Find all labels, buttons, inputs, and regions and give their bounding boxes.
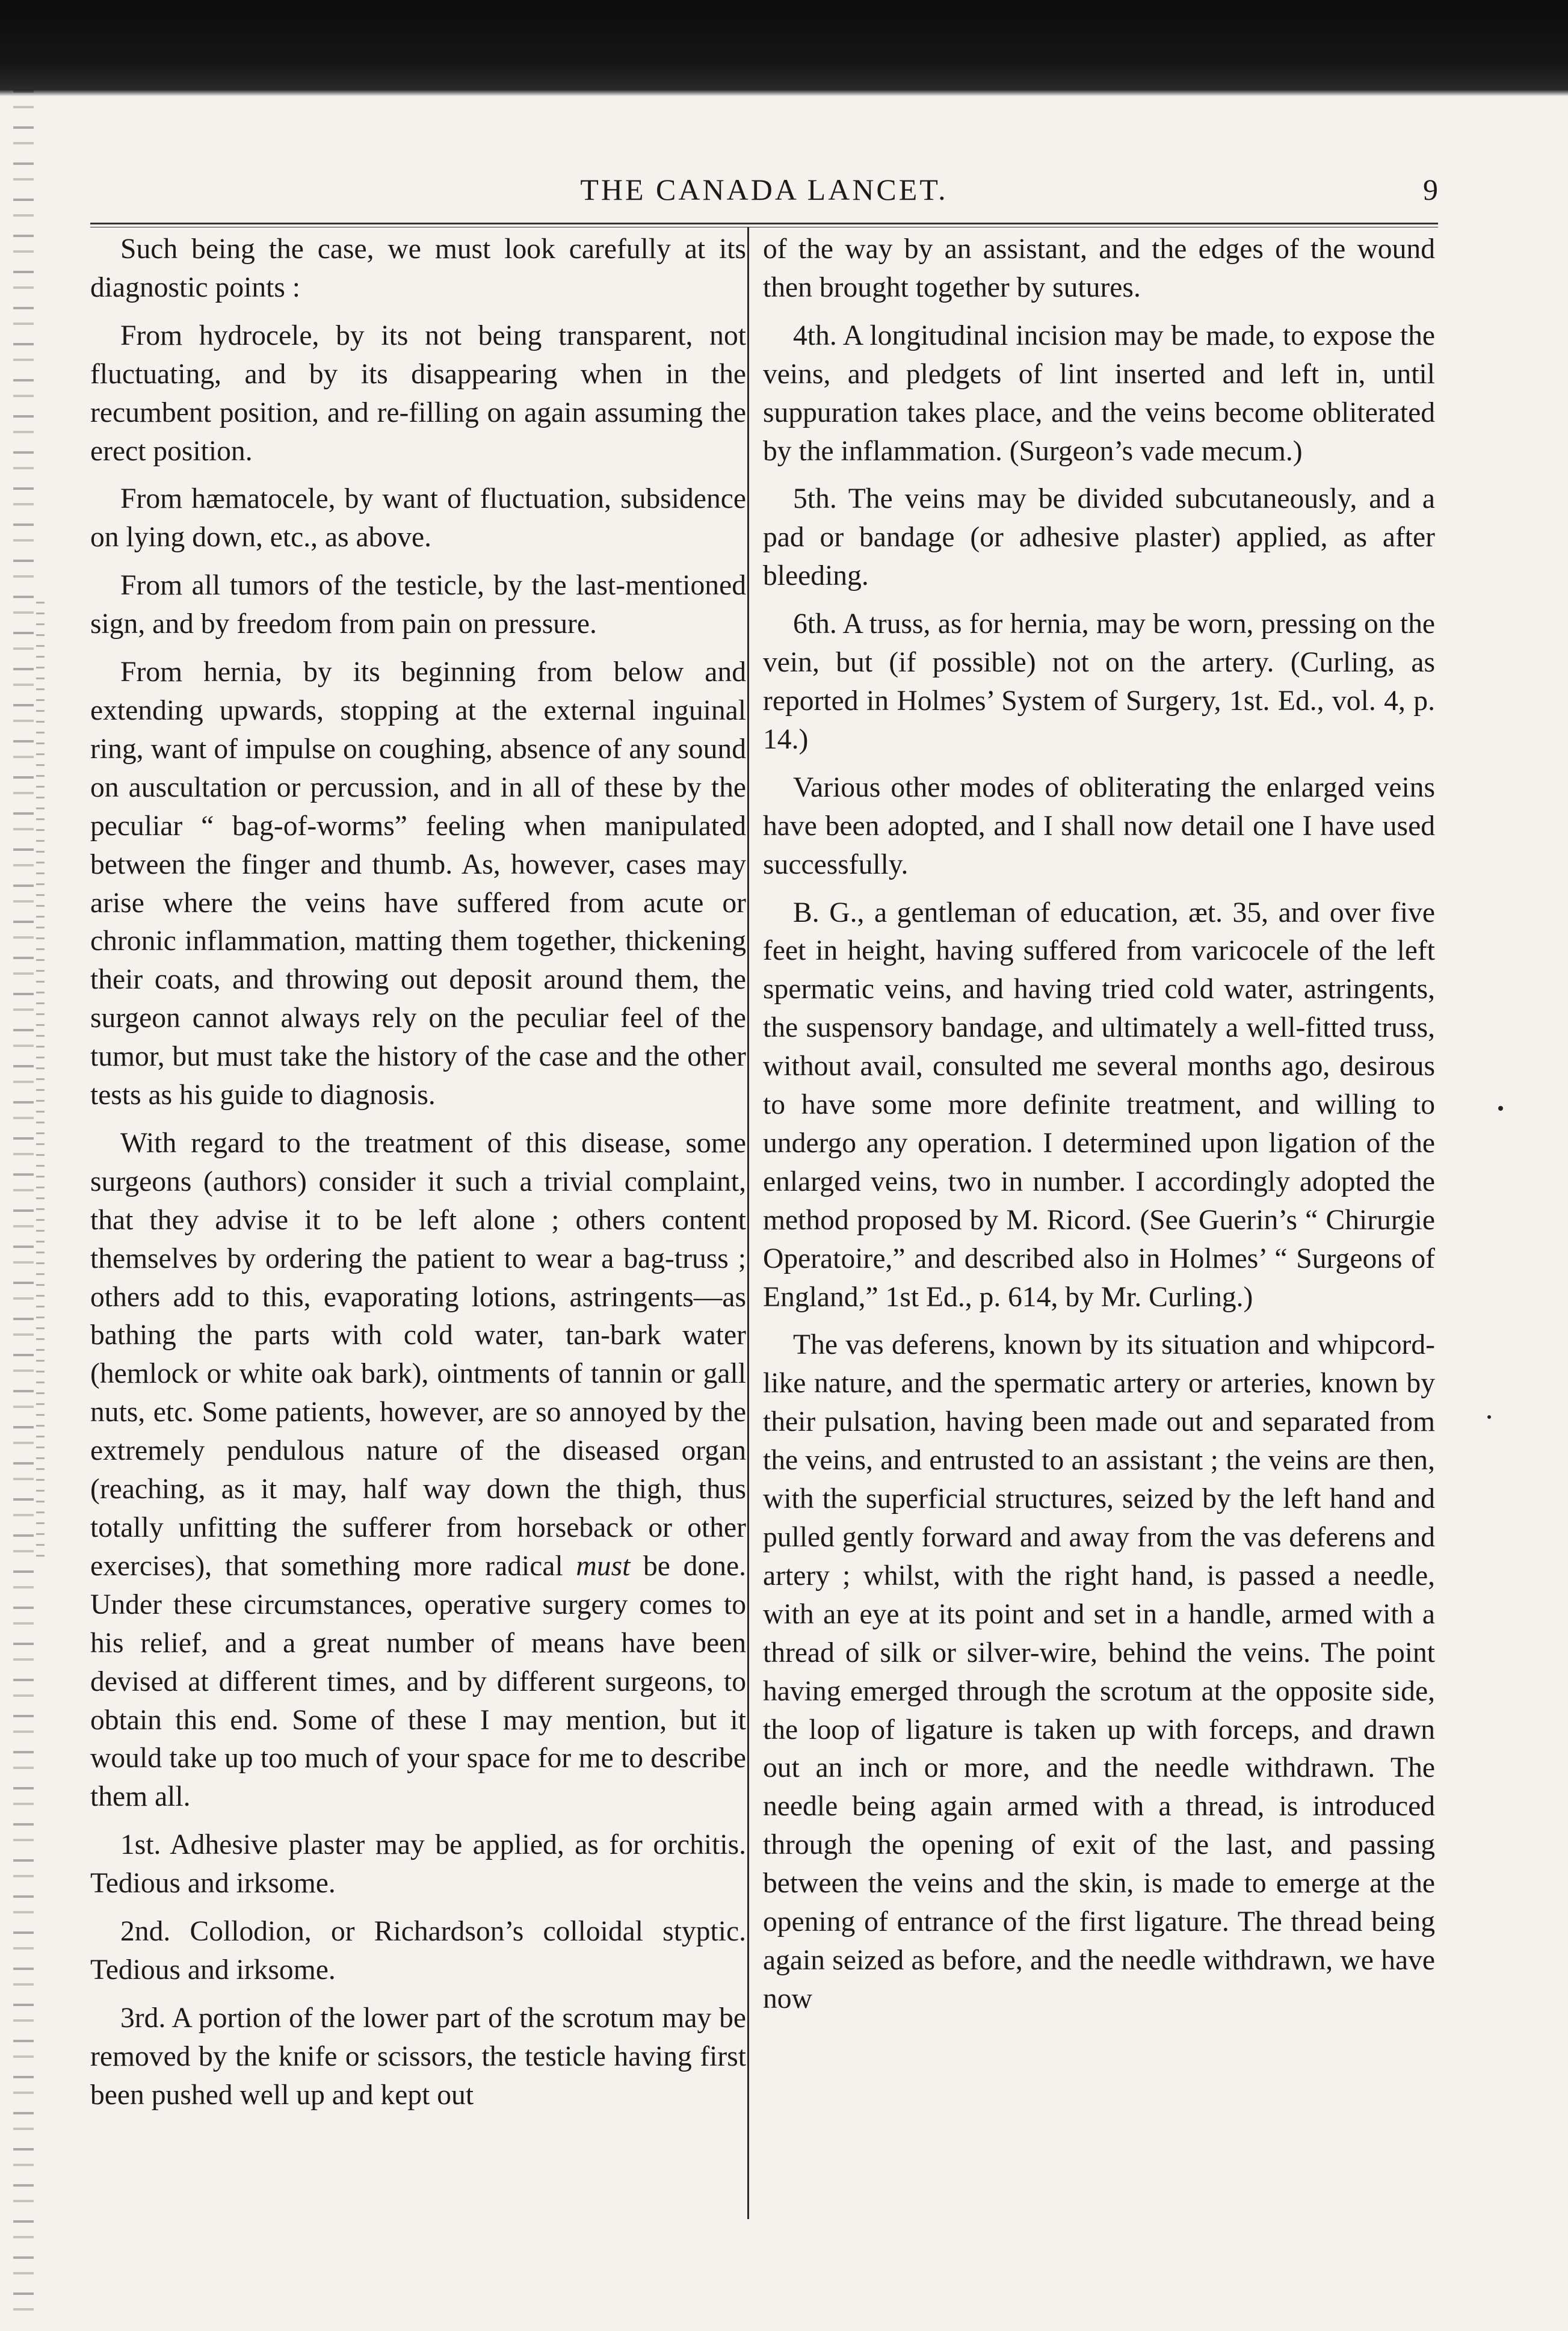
- running-header: [90, 167, 1438, 215]
- right-column: [763, 230, 1435, 2028]
- paragraph: [90, 1125, 746, 1817]
- text-run: With regard to the treatment of this disease, some surgeons (authors) consider it such a trivial complaint, that they advise it to be left alone ; others content themselves by ordering the patient to wear a bag-truss ; others add to this, evaporating lotions, astringents—as bathing the parts with cold water, tan-bark water (hemlock or white oak bark), ointments of tannin or gall nuts, etc. Some patients, however, are so annoyed by the extremely pendulous nature of the diseased organ (reaching, as it may, half way down the thigh, thus totally unfitting the sufferer from horseback or other exercises), that something more radical: [90, 1127, 746, 1582]
- paragraph: Various other modes of obliterating the enlarged veins have been adopted, and I shall now detail one I have used successfully.: [763, 771, 1435, 880]
- binding-stitch: [36, 602, 45, 1564]
- journal-title: THE CANADA LANCET.: [580, 173, 948, 206]
- paragraph: 1st. Adhesive plaster may be applied, as for orchitis. Tedious and irksome.: [90, 1829, 746, 1900]
- paragraph: 6th. A truss, as for hernia, may be worn, pressing on the vein, but (if possible) not on the artery. (Curling, as reported in Holmes’ System of Surgery, 1st. Ed., vol. 4, p. 14.): [763, 608, 1435, 755]
- paragraph: 3rd. A portion of the lower part of the scrotum may be removed by the knife or scissors, the testicle having first been pushed well up and kept out: [90, 2002, 746, 2111]
- paragraph: From hernia, by its beginning from below and extending upwards, stopping at the external inguinal ring, want of impulse on coughing, absence of any sound on auscultation or percussion, and in all of these by the peculiar “ bag-of-worms” feeling when manipulated between the finger and thumb. As, however, cases may arise where the veins have suffered from acute or chronic inflammation, matting them together, thickening their coats, and throwing out deposit around them, the surgeon cannot always rely on the peculiar feel of the tumor, but must take the history of the case and the other tests as his guide to diagnosis.: [90, 656, 746, 1111]
- header-rule: [90, 223, 1438, 227]
- paragraph: 4th. A longitudinal incision may be made, to expose the veins, and pledgets of lint inserted and left in, until suppuration takes place, and the veins become obliterated by the inflammation. (Surgeon’s vade mecum.): [763, 320, 1435, 467]
- scan-top-border: [0, 0, 1568, 90]
- paragraph: 2nd. Collodion, or Richardson’s colloidal styptic. Tedious and irksome.: [90, 1916, 746, 1986]
- column-divider: [747, 227, 749, 2219]
- text-run: be done. Under these circumstances, operative surgery comes to his relief, and a great number of means have been devised at different times, and by different surgeons, to obtain this end. Some of these I may mention, but it would take up too much of your space for me to describe them all.: [90, 1550, 746, 1813]
- scan-border-shadow: [0, 90, 1568, 96]
- paragraph: 5th. The veins may be divided subcutaneously, and a pad or bandage (or adhesive plaster) applied, as after bleeding.: [763, 483, 1435, 592]
- scan-speck: [1498, 1106, 1503, 1111]
- left-column: [90, 230, 746, 2125]
- binding-edge: [13, 90, 34, 2317]
- paragraph: of the way by an assistant, and the edges of the wound then brought together by sutures.: [763, 233, 1435, 303]
- paragraph: From hæmatocele, by want of fluctuation, subsidence on lying down, etc., as above.: [90, 483, 746, 554]
- scan-speck: [1487, 1415, 1491, 1419]
- paragraph: From hydrocele, by its not being transparent, not fluctuating, and by its disappearing when in the recumbent position, and re-filling on again assuming the erect position.: [90, 320, 746, 467]
- italic-word: must: [576, 1550, 631, 1582]
- paragraph: From all tumors of the testicle, by the last-mentioned sign, and by freedom from pain on pressure.: [90, 570, 746, 640]
- paragraph: Such being the case, we must look carefully at its diagnostic points :: [90, 233, 746, 303]
- page-number: 9: [1423, 173, 1438, 206]
- paragraph: B. G., a gentleman of education, æt. 35, and over five feet in height, having suffered from varicocele of the left spermatic veins, and having tried cold water, astringents, the suspensory bandage, and ultimately a well-fitted truss, without avail, consulted me several months ago, desirous to have some more definite treatment, and willing to undergo any operation. I determined upon ligation of the enlarged veins, two in number. I accordingly adopted the method proposed by M. Ricord. (See Guerin’s “ Chirurgie Operatoire,” and described also in Holmes’ “ Surgeons of England,” 1st Ed., p. 614, by Mr. Curling.): [763, 897, 1435, 1313]
- paragraph: The vas deferens, known by its situation and whipcord-like nature, and the spermatic artery or arteries, known by their pulsation, having been made out and separated from the veins, and entrusted to an assistant ; the veins are then, with the superficial structures, seized by the left hand and pulled gently forward and away from the vas deferens and artery ; whilst, with the right hand, is passed a needle, with an eye at its point and set in a handle, armed with a thread of silk or silver-wire, behind the veins. The point having emerged through the scrotum at the opposite side, the loop of ligature is taken up with forceps, and drawn out an inch or more, and the needle withdrawn. The needle being again armed with a thread, is introduced through the opening of exit of the last, and passing between the veins and the skin, is made to emerge at the opening of entrance of the first ligature. The thread being again seized as before, and the needle withdrawn, we have now: [763, 1329, 1435, 2015]
